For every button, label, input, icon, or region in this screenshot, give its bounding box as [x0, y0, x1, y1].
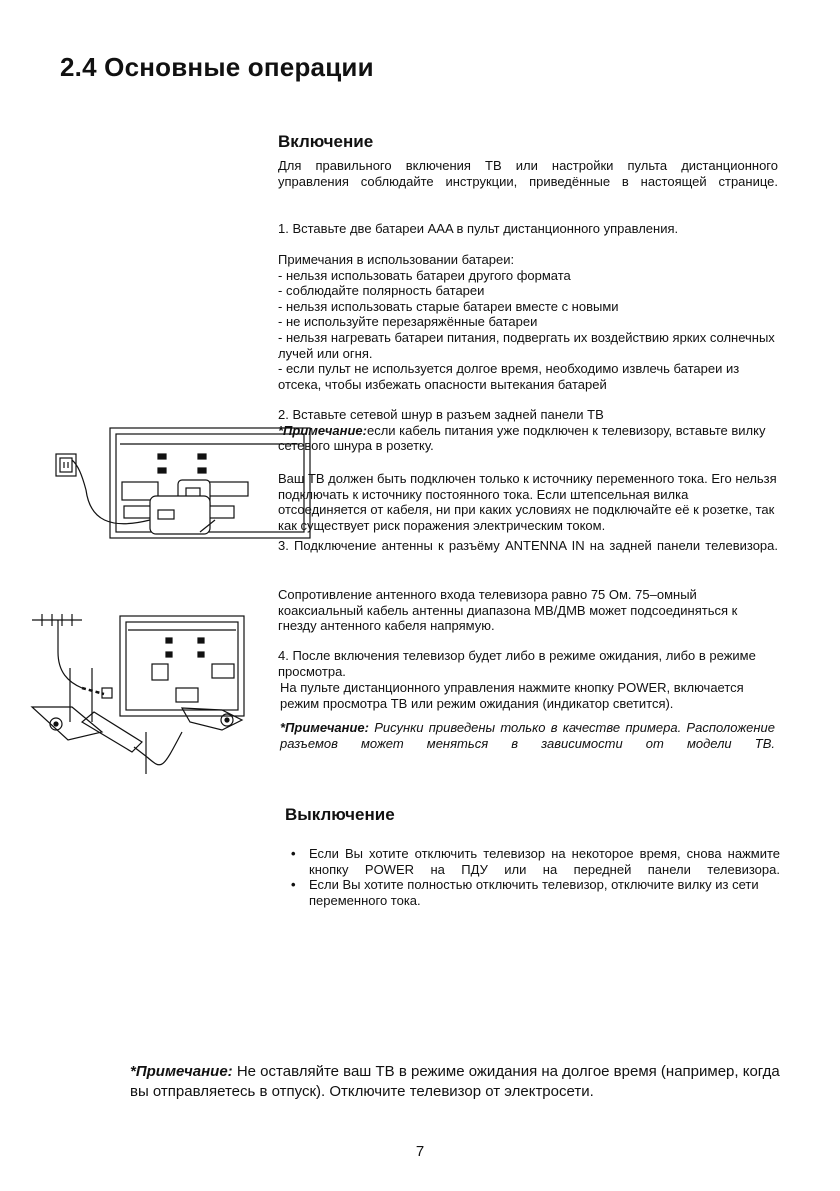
bottom-note-text: Не оставляйте ваш ТВ в режиме ожидания на долгое время (например, когда вы отправляетесь в отпуск). Отключите телевизор от электросети.: [130, 1063, 780, 1100]
step-4: 4. После включения телевизор будет либо в режиме ожидания, либо в режиме просмотра.: [278, 648, 756, 679]
power-cord-illustration: [50, 420, 270, 550]
figure-note-label: *Примечание:: [280, 720, 369, 735]
battery-notes: [278, 252, 778, 392]
tv-back-outline: [120, 616, 244, 716]
step-2: 2. Вставьте сетевой шнур в разъем задней панели ТВ: [278, 407, 604, 422]
step-2-block: [278, 407, 778, 454]
bottom-note-label: *Примечание:: [130, 1063, 233, 1080]
power-off-list: [287, 846, 780, 908]
battery-notes-title: Примечания в использовании батареи:: [278, 252, 515, 267]
figure-note-text: Рисунки приведены только в качестве примера. Расположение разъемов может меняться в зависимости от модели ТВ.: [280, 720, 775, 751]
antenna-icon: [32, 614, 82, 626]
step-1: 1. Вставьте две батареи AAA в пульт дистанционного управления.: [278, 221, 679, 236]
battery-note: - нельзя нагревать батареи питания, подвергать их воздействию ярких солнечных лучей или огня.: [278, 329, 775, 361]
step-3: 3. Подключение антенны к разъёму ANTENNA IN на задней панели телевизора.: [278, 538, 778, 553]
step-4-power: На пульте дистанционного управления нажмите кнопку POWER, включается режим просмотра ТВ или режим ожидания (индикатор светится).: [280, 680, 744, 711]
step-2-note-text: если кабель питания уже подключен к телевизору, вставьте вилку сетевого шнура в розетку.: [278, 422, 766, 454]
power-on-intro: Для правильного включения ТВ или настройки пульта дистанционного управления соблюдайте инструкции, приведённые в настоящей странице.: [278, 158, 778, 189]
battery-note: - если пульт не используется долгое время, необходимо извлечь батареи из отсека, чтобы избежать опасности вытекания батарей: [278, 361, 740, 392]
step-2-note-label: *Примечание:: [278, 422, 367, 438]
ac-warning: Ваш ТВ должен быть подключен только к источнику переменного тока. Его нельзя подключать к источнику постоянного тока. Если штепсельная вилка отсоединяется от кабеля, ни при каких условиях не подключайте её к розетке, так как существует риск поражения электрическим током.: [278, 471, 777, 533]
power-plug-connector: [150, 496, 210, 534]
battery-note: - не используйте перезаряжённые батареи: [278, 314, 538, 330]
power-off-heading: Выключение: [285, 805, 395, 824]
list-item: • Если Вы хотите полностью отключить телевизор, отключите вилку из сети переменного тока.: [287, 877, 780, 908]
bottom-note: [130, 1062, 790, 1102]
list-item: • Если Вы хотите отключить телевизор на некоторое время, снова нажмите кнопку POWER на ПДУ или на передней панели телевизора.: [287, 846, 780, 877]
figure-note: [280, 720, 775, 751]
page-title: 2.4 Основные операции: [60, 52, 374, 82]
battery-note: - соблюдайте полярность батареи: [278, 283, 485, 299]
antenna-info: Сопротивление антенного входа телевизора равно 75 Ом. 75–омный коаксиальный кабель антенны диапазона МВ/ДМВ может подсоединяться к гнезду антенного кабеля напрямую.: [278, 587, 738, 634]
battery-note: - нельзя использовать батареи другого формата: [278, 267, 571, 283]
power-on-heading: Включение: [278, 132, 374, 151]
antenna-connection-illustration: [22, 612, 272, 777]
battery-note: - нельзя использовать старые батареи вместе с новыми: [278, 298, 619, 314]
wall-outlet-icon: [56, 454, 76, 476]
page-number: 7: [415, 1143, 425, 1160]
